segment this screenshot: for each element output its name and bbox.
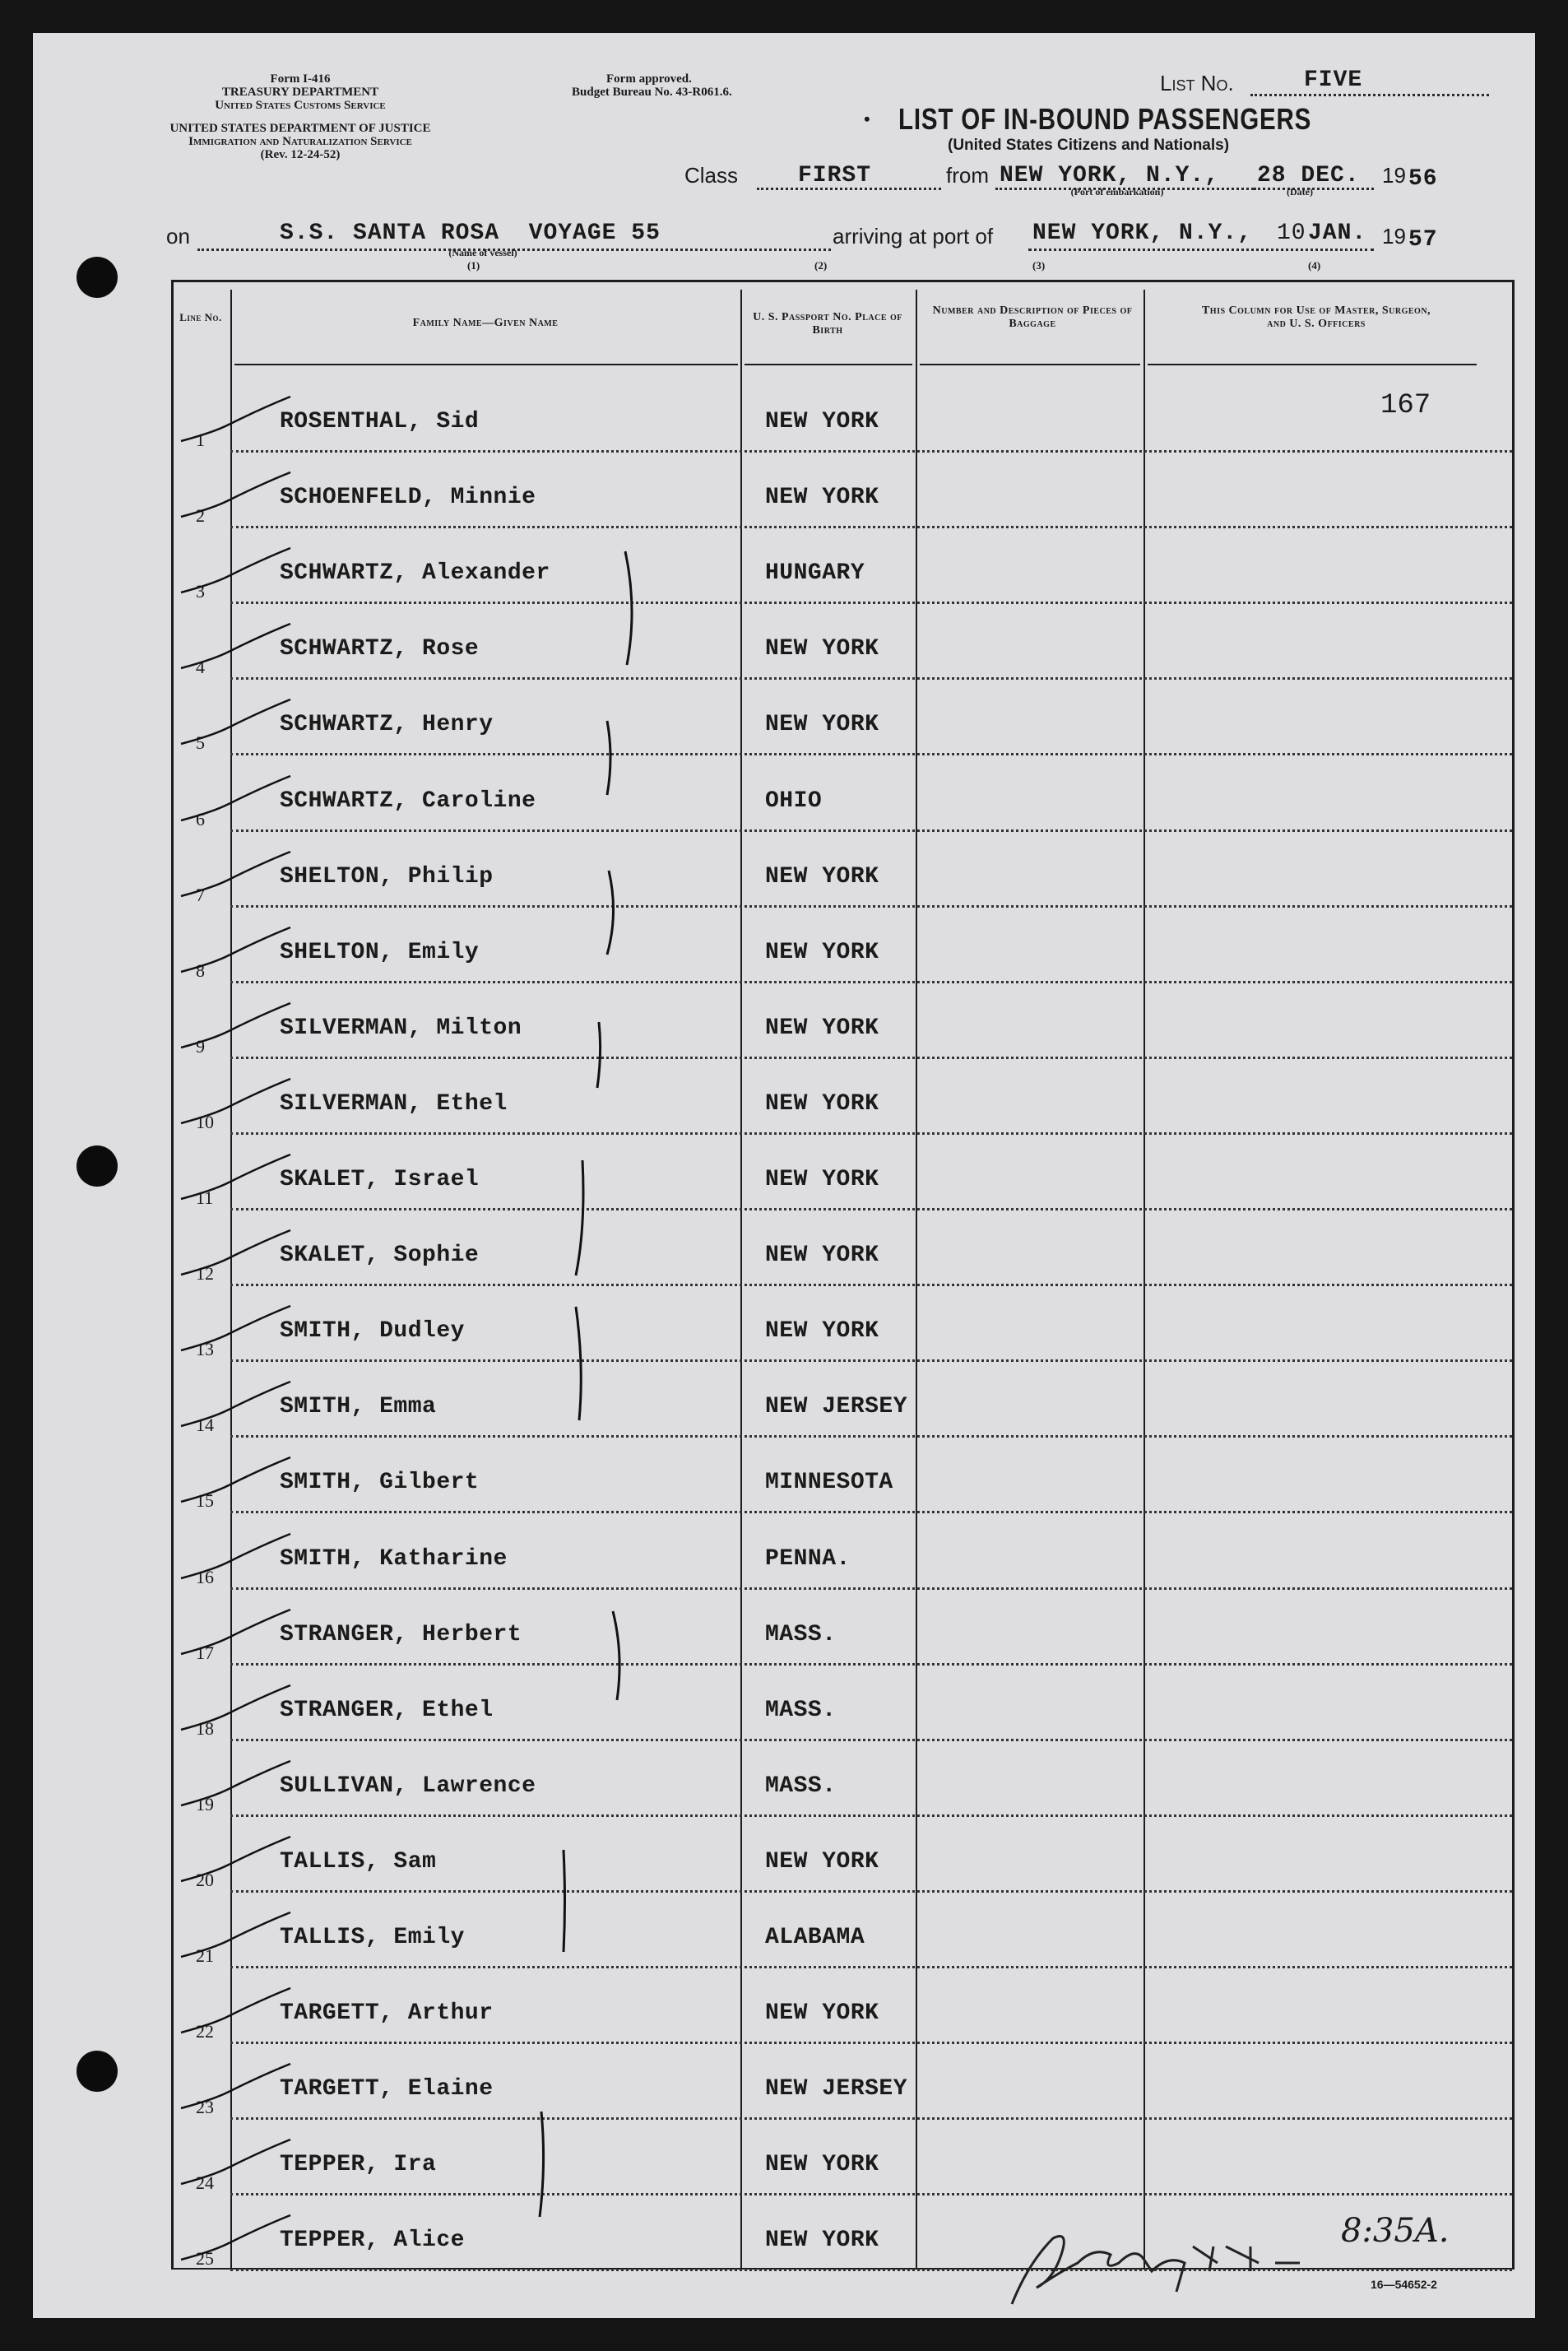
passenger-name: SMITH, Katharine [280, 1545, 508, 1572]
place-of-birth: MINNESOTA [765, 1470, 893, 1496]
manifest-page [33, 33, 1535, 2318]
officer-remark: 167 [1380, 390, 1431, 421]
passenger-name: SMITH, Gilbert [280, 1470, 480, 1496]
justice-dept: UNITED STATES DEPARTMENT OF JUSTICE [169, 122, 431, 135]
passenger-name: TALLIS, Sam [280, 1848, 437, 1875]
on-label: on [166, 224, 190, 249]
passenger-name: TARGETT, Arthur [280, 2000, 494, 2027]
place-of-birth: MASS. [765, 1773, 837, 1799]
year-prefix: 19 [1382, 163, 1406, 188]
passenger-name: SULLIVAN, Lawrence [280, 1773, 536, 1799]
place-of-birth: NEW YORK [765, 863, 879, 890]
place-of-birth: MASS. [765, 1697, 837, 1723]
departure-date: 28 DEC. [1257, 163, 1360, 188]
place-of-birth: NEW YORK [765, 1090, 879, 1117]
passenger-name: TEPPER, Alice [280, 2228, 465, 2254]
col-1-marker: (1) [467, 259, 480, 272]
line-number: 23 [196, 2097, 214, 2118]
customs-service: United States Customs Service [215, 99, 386, 112]
line-number: 9 [196, 1035, 205, 1057]
passenger-name: SCHOENFELD, Minnie [280, 485, 536, 511]
immigration-service: Immigration and Naturalization Service [188, 135, 412, 148]
line-number: 3 [196, 581, 205, 602]
form-approved: Form approved. [606, 72, 692, 86]
passenger-name: SCHWARTZ, Rose [280, 636, 480, 662]
place-of-birth: NEW YORK [765, 409, 879, 434]
date-sublabel: (Date) [1287, 186, 1313, 197]
header-officers: This Column for Use of Master, Surgeon, and U. S. Officers [1201, 304, 1431, 330]
page-title: LIST OF IN-BOUND PASSENGERS [898, 102, 1312, 136]
form-revision: (Rev. 12-24-52) [260, 148, 341, 161]
arriving-label: arriving at port of [833, 224, 994, 249]
place-of-birth: NEW YORK [765, 485, 879, 511]
page-subtitle: (United States Citizens and Nationals) [948, 137, 1230, 154]
place-of-birth: NEW YORK [765, 1243, 879, 1269]
line-number: 16 [196, 1566, 214, 1587]
passenger-name: SCHWARTZ, Alexander [280, 560, 550, 587]
line-number: 19 [196, 1793, 214, 1814]
line-number: 24 [196, 2172, 214, 2194]
place-of-birth: NEW YORK [765, 636, 879, 662]
departure-year: 56 [1408, 166, 1438, 192]
passenger-name: SILVERMAN, Ethel [280, 1090, 508, 1117]
passenger-name: TEPPER, Ira [280, 2152, 437, 2178]
passenger-name: SCHWARTZ, Henry [280, 712, 494, 738]
passenger-name: STRANGER, Ethel [280, 1697, 494, 1723]
line-number: 22 [196, 2021, 214, 2042]
line-number: 2 [196, 505, 205, 527]
bracket-mark [576, 1160, 583, 1275]
line-number: 10 [196, 1111, 214, 1132]
passenger-name: STRANGER, Herbert [280, 1621, 522, 1647]
bracket-mark [540, 2112, 544, 2217]
arrival-time-note: 8:35A. [1341, 2212, 1450, 2250]
footer-code: 16—54652-2 [1371, 2278, 1437, 2291]
treasury-dept: TREASURY DEPARTMENT [221, 86, 379, 99]
place-of-birth: NEW YORK [765, 1015, 879, 1041]
vessel-sublabel: (Name of vessel) [448, 247, 517, 258]
arrival-year-prefix: 19 [1382, 224, 1406, 249]
passenger-name: TARGETT, Elaine [280, 2076, 494, 2102]
passenger-name: SKALET, Israel [280, 1167, 480, 1192]
col-4-marker: (4) [1308, 259, 1321, 272]
passenger-name: SMITH, Emma [280, 1394, 437, 1420]
place-of-birth: PENNA. [765, 1545, 851, 1572]
place-of-birth: NEW YORK [765, 1318, 879, 1345]
passenger-name: SKALET, Sophie [280, 1243, 480, 1269]
passenger-name: SMITH, Dudley [280, 1318, 465, 1345]
place-of-birth: NEW YORK [765, 1848, 879, 1875]
passenger-name: ROSENTHAL, Sid [280, 409, 480, 434]
place-of-birth: NEW YORK [765, 1167, 879, 1192]
arrival-port: NEW YORK, N.Y., [1032, 221, 1253, 246]
line-number: 12 [196, 1263, 214, 1285]
from-sublabel: (Port of embarkation) [1070, 186, 1164, 197]
arrival-day: 10 [1277, 221, 1306, 246]
place-of-birth: NEW JERSEY [765, 2076, 908, 2102]
line-number: 13 [196, 1339, 214, 1360]
form-number: Form I-416 [270, 72, 331, 86]
line-number: 18 [196, 1717, 214, 1739]
header-passport: U. S. Passport No. Place of Birth [753, 311, 902, 337]
line-number: 7 [196, 884, 205, 905]
col-2-marker: (2) [814, 259, 828, 272]
bracket-mark [607, 871, 614, 955]
header-baggage: Number and Description of Pieces of Baggage [932, 304, 1133, 330]
place-of-birth: NEW YORK [765, 712, 879, 738]
line-number: 4 [196, 657, 205, 678]
list-no-label: List No. [1160, 71, 1234, 95]
line-number: 15 [196, 1490, 214, 1512]
passenger-name: SHELTON, Philip [280, 863, 494, 890]
bracket-mark [597, 1022, 601, 1088]
passenger-name: TALLIS, Emily [280, 1925, 465, 1950]
header-line-no: Line No. [179, 311, 222, 323]
from-label: from [946, 163, 989, 188]
bracket-mark [613, 1611, 619, 1700]
line-number: 14 [196, 1415, 214, 1436]
arrival-year: 57 [1408, 227, 1438, 253]
line-number: 17 [196, 1642, 214, 1663]
bracket-mark [564, 1850, 565, 1952]
line-number: 20 [196, 1869, 214, 1890]
line-number: 25 [196, 2248, 214, 2270]
place-of-birth: NEW YORK [765, 2152, 879, 2178]
place-of-birth: HUNGARY [765, 560, 865, 587]
place-of-birth: NEW YORK [765, 2228, 879, 2254]
budget-bureau: Budget Bureau No. 43-R061.6. [572, 86, 732, 99]
header-family-name: Family Name—Given Name [412, 317, 559, 329]
place-of-birth: ALABAMA [765, 1925, 865, 1950]
passenger-name: SILVERMAN, Milton [280, 1015, 522, 1041]
place-of-birth: OHIO [765, 788, 823, 814]
line-number: 8 [196, 959, 205, 981]
place-of-birth: MASS. [765, 1621, 837, 1647]
line-number: 6 [196, 808, 205, 829]
place-of-birth: NEW JERSEY [765, 1394, 908, 1420]
line-number: 21 [196, 1945, 214, 1966]
bracket-mark [625, 551, 632, 665]
from-value: NEW YORK, N.Y., [1000, 163, 1220, 188]
place-of-birth: NEW YORK [765, 939, 879, 965]
passenger-name: SCHWARTZ, Caroline [280, 788, 536, 814]
list-no-value: FIVE [1304, 67, 1363, 93]
line-number: 11 [196, 1187, 214, 1208]
bracket-mark [576, 1307, 581, 1420]
passenger-name: SHELTON, Emily [280, 939, 480, 965]
bullet-mark: • [864, 109, 870, 129]
line-number: 1 [196, 430, 205, 450]
class-label: Class [684, 163, 739, 188]
class-value: FIRST [798, 163, 872, 188]
bracket-marks [33, 33, 1535, 2318]
arrival-month: JAN. [1308, 221, 1367, 246]
vessel-name: S.S. SANTA ROSA VOYAGE 55 [280, 221, 661, 246]
line-number: 5 [196, 732, 205, 754]
place-of-birth: NEW YORK [765, 2000, 879, 2027]
col-3-marker: (3) [1032, 259, 1046, 272]
bracket-mark [607, 721, 610, 795]
